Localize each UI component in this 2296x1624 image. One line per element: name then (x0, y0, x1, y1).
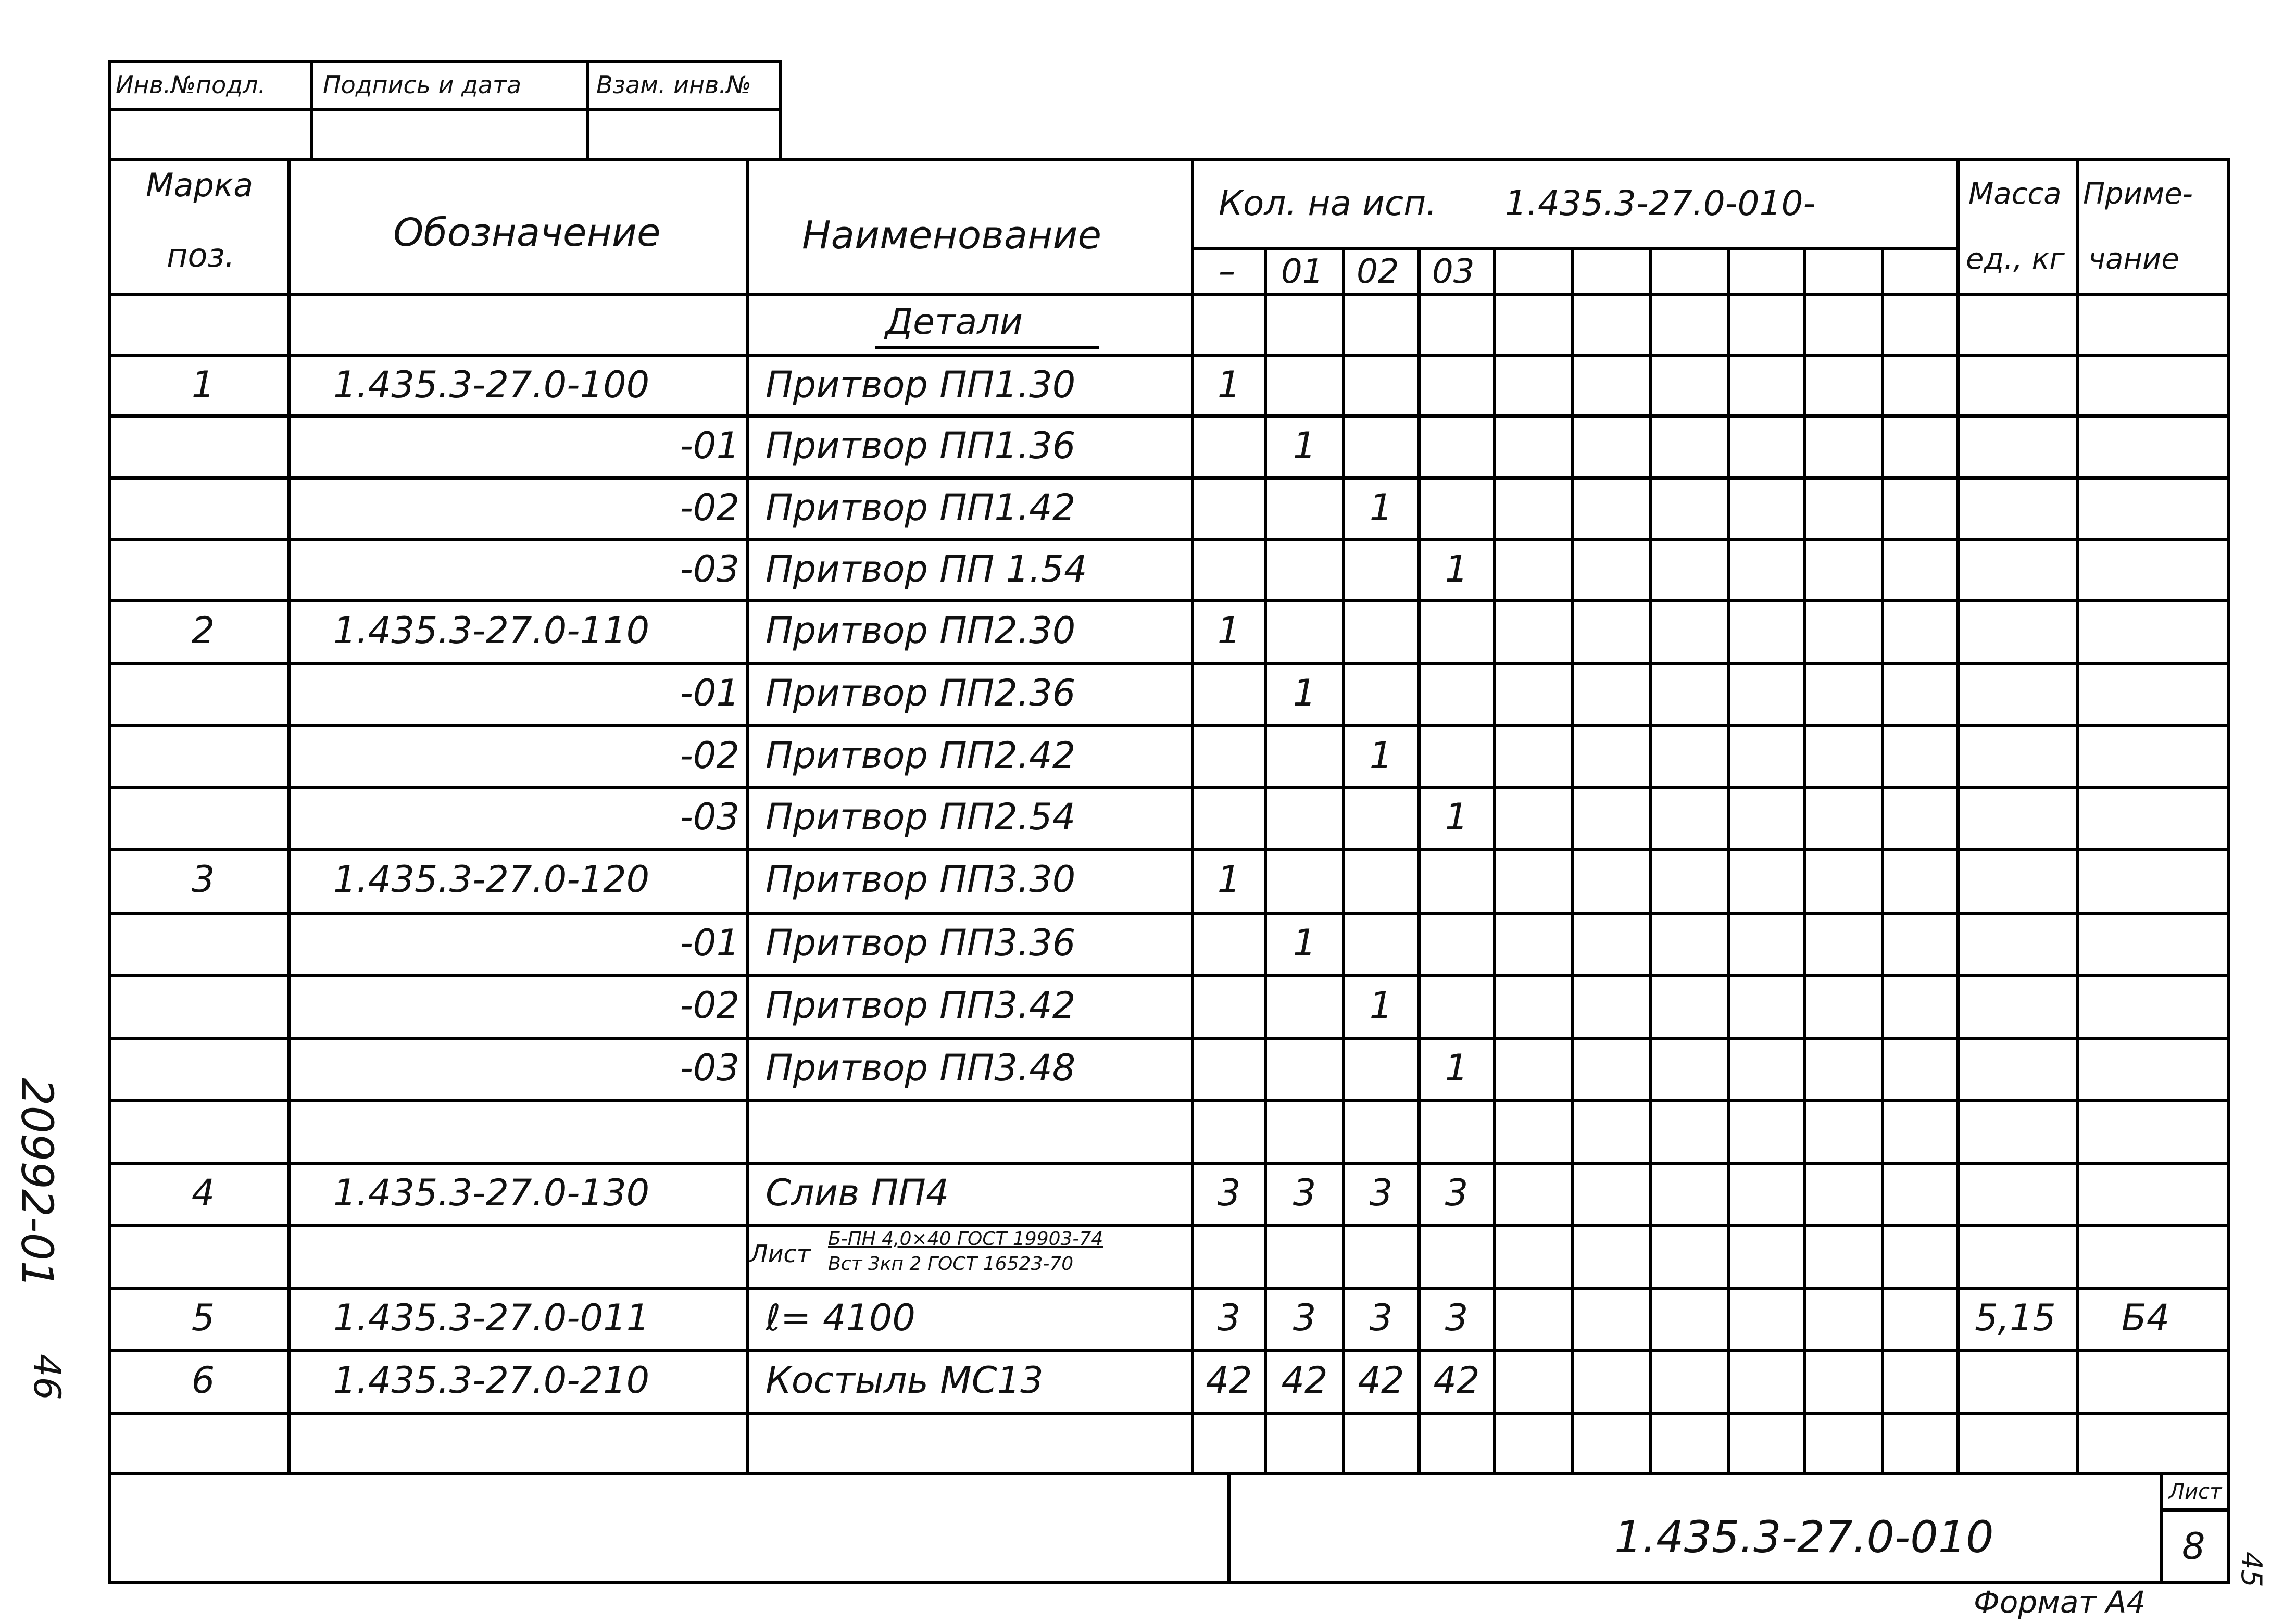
row-qty-01: 3 (1293, 1172, 1316, 1214)
header-note-line1: Приме- (2083, 177, 2193, 211)
header-mass-line1: Масса (1968, 177, 2062, 211)
row-name: Притвор ПП3.48 (766, 1047, 1076, 1089)
row-mass: 5,15 (1975, 1296, 2056, 1339)
row-qty-02: 3 (1369, 1296, 1393, 1339)
header-mass-line2: ед., кг (1966, 242, 2065, 276)
row-position: 6 (191, 1359, 215, 1402)
row-qty-02: 1 (1369, 734, 1393, 777)
row-position: 2 (191, 609, 215, 652)
row-qty-base: 3 (1217, 1296, 1241, 1339)
stamp-signature-date: Подпись и дата (323, 71, 522, 99)
row-designation: 1.435.3-27.0-110 (333, 609, 650, 652)
row-position: 4 (191, 1172, 215, 1214)
material-prefix: Лист (750, 1240, 811, 1268)
side-corner-number: 45 (2235, 1552, 2268, 1588)
row-designation: 1.435.3-27.0-210 (333, 1359, 650, 1402)
row-name: Притвор ПП1.36 (766, 424, 1076, 467)
row-qty-base: 1 (1217, 363, 1241, 406)
row-qty-base: 42 (1206, 1359, 1252, 1402)
header-designation: Обозначение (393, 210, 661, 255)
row-qty-03: 1 (1445, 548, 1469, 590)
row-qty-02: 1 (1369, 984, 1393, 1027)
footer-sheet-number: 8 (2182, 1525, 2205, 1568)
row-designation: -01 (680, 424, 739, 467)
header-exec-base: – (1219, 253, 1235, 291)
row-name: Притвор ПП2.42 (766, 734, 1076, 777)
row-designation: -03 (680, 548, 739, 590)
row-name: Притвор ПП3.36 (766, 922, 1076, 964)
header-qty-doc: 1.435.3-27.0-010- (1505, 183, 1816, 223)
side-archive-number: 20992-01 (11, 1078, 62, 1289)
header-marka-line1: Марка (146, 166, 254, 204)
row-position: 3 (191, 858, 215, 901)
row-name: Притвор ПП 1.54 (766, 548, 1087, 590)
row-qty-01: 1 (1293, 922, 1316, 964)
row-qty-03: 3 (1445, 1296, 1469, 1339)
side-page-number: 46 (26, 1354, 68, 1401)
header-exec-01: 01 (1281, 253, 1324, 291)
row-name: Притвор ПП2.30 (766, 609, 1076, 652)
row-name: Слив ПП4 (766, 1172, 949, 1214)
row-name: Притвор ПП3.42 (766, 984, 1076, 1027)
header-name: Наименование (802, 213, 1102, 258)
row-name: Притвор ПП2.54 (766, 796, 1076, 838)
row-qty-01: 42 (1281, 1359, 1328, 1402)
row-name: Костыль МС13 (766, 1359, 1044, 1402)
material-top: Б-ПН 4,0×40 ГОСТ 19903-74 (828, 1228, 1103, 1250)
row-designation: -02 (680, 734, 739, 777)
row-designation: 1.435.3-27.0-120 (333, 858, 650, 901)
header-marka (146, 166, 254, 204)
row-qty-base: 3 (1217, 1172, 1241, 1214)
row-designation: -03 (680, 1047, 739, 1089)
header-exec-03: 03 (1432, 253, 1475, 291)
row-qty-03: 1 (1445, 1047, 1469, 1089)
row-qty-02: 3 (1369, 1172, 1393, 1214)
header-note-line2: чание (2088, 242, 2179, 276)
stamp-vzam-inv: Взам. инв.№ (596, 71, 751, 99)
row-qty-03: 3 (1445, 1172, 1469, 1214)
row-note: Б4 (2121, 1296, 2170, 1339)
row-designation: -03 (680, 796, 739, 838)
row-designation: -01 (680, 922, 739, 964)
row-designation: 1.435.3-27.0-130 (333, 1172, 650, 1214)
header-poz: поз. (167, 236, 235, 274)
row-qty-01: 3 (1293, 1296, 1316, 1339)
row-designation: -02 (680, 486, 739, 529)
header-exec-02: 02 (1357, 253, 1399, 291)
row-designation: 1.435.3-27.0-100 (333, 363, 650, 406)
row-designation: -02 (680, 984, 739, 1027)
row-qty-01: 1 (1293, 672, 1316, 714)
material-bottom: Вст 3кп 2 ГОСТ 16523-70 (828, 1253, 1074, 1275)
row-position: 5 (191, 1296, 215, 1339)
row-designation: 1.435.3-27.0-011 (333, 1296, 650, 1339)
row-qty-01: 1 (1293, 424, 1316, 467)
row-qty-base: 1 (1217, 609, 1241, 652)
row-qty-03: 42 (1433, 1359, 1480, 1402)
row-qty-base: 1 (1217, 858, 1241, 901)
header-qty-title: Кол. на исп. (1219, 183, 1437, 223)
row-name: Притвор ПП3.30 (766, 858, 1076, 901)
footer-doc-number: 1.435.3-27.0-010 (1614, 1512, 1994, 1563)
row-qty-03: 1 (1445, 796, 1469, 838)
section-title: Детали (885, 301, 1023, 343)
row-name: Притвор ПП1.30 (766, 363, 1076, 406)
row-name: Притвор ПП2.36 (766, 672, 1076, 714)
row-name: ℓ= 4100 (766, 1296, 915, 1339)
row-designation: -01 (680, 672, 739, 714)
row-name: Притвор ПП1.42 (766, 486, 1076, 529)
row-qty-02: 1 (1369, 486, 1393, 529)
row-position: 1 (191, 363, 215, 406)
footer-sheet-label: Лист (2169, 1480, 2222, 1504)
footer-format: Формат А4 (1974, 1584, 2146, 1620)
stamp-inv-no: Инв.№подл. (116, 71, 266, 99)
row-qty-02: 42 (1358, 1359, 1404, 1402)
